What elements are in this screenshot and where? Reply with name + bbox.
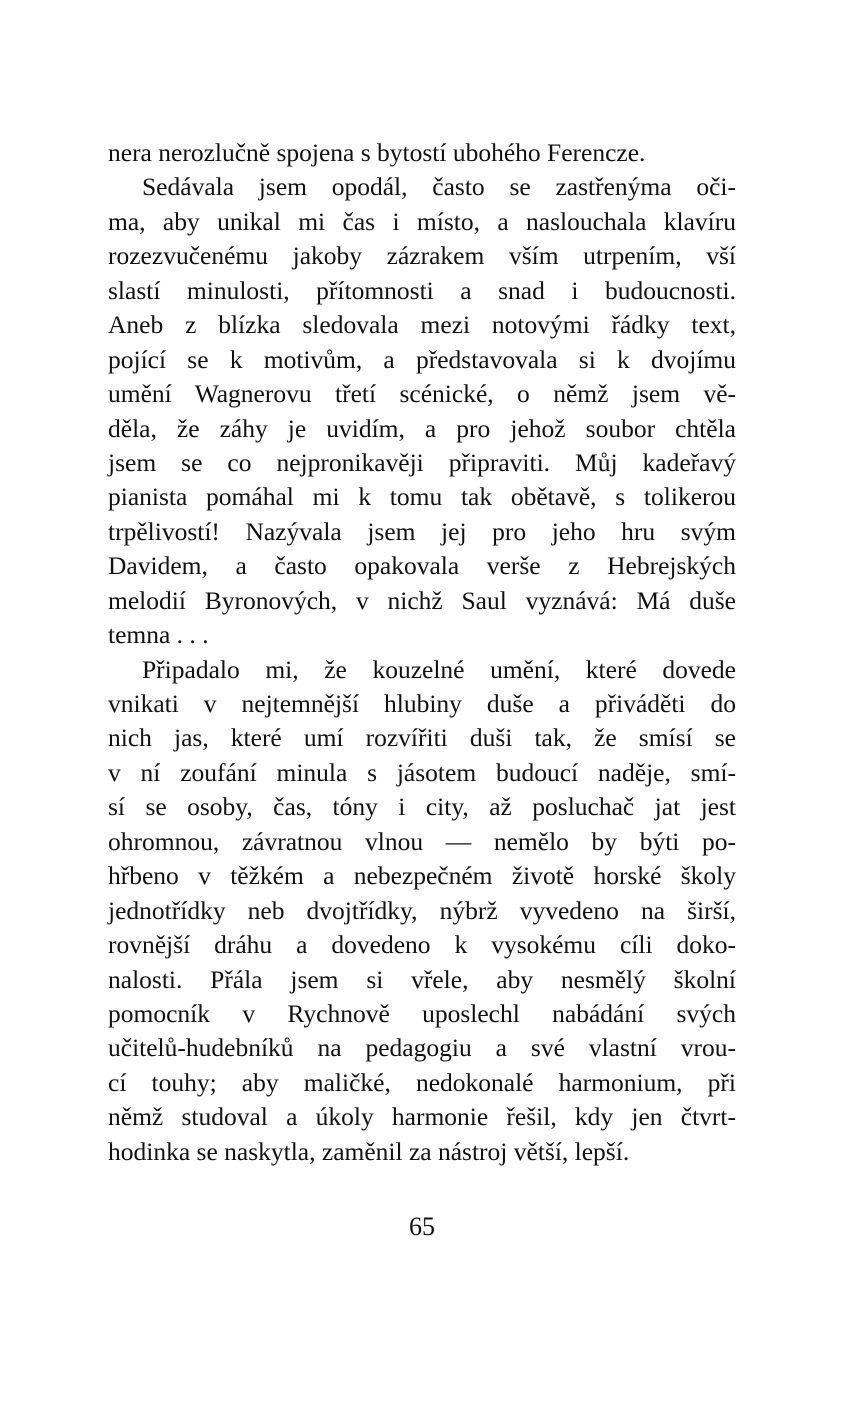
- text-line: hodinka se naskytla, zaměnil za nástroj větší, lepší.: [108, 1136, 630, 1166]
- text-line: nalosti. Přála jsem si vřele, aby nesmělý školní: [108, 964, 736, 994]
- text-line: slastí minulosti, přítomnosti a snad i budoucnosti.: [108, 275, 736, 305]
- text-line: sí se osoby, čas, tóny i city, až posluchač jat jest: [108, 792, 736, 822]
- text-line: Sedávala jsem opodál, často se zastřenýma oči-: [142, 172, 736, 202]
- text-line: jsem se co nejpronikavěji připraviti. Můj kadeřavý: [108, 447, 736, 477]
- text-line: trpělivostí! Nazývala jsem jej pro jeho hru svým: [108, 516, 736, 546]
- text-line: ohromnou, závratnou vlnou — nemělo by býti po-: [108, 826, 736, 856]
- text-line: temna . . .: [108, 620, 209, 650]
- text-line: jednotřídky neb dvojtřídky, nýbrž vyvedeno na širší,: [108, 895, 736, 925]
- page-number: 65: [409, 1212, 435, 1241]
- text-line: cí touhy; aby maličké, nedokonalé harmonium, při: [108, 1067, 736, 1097]
- body-text: [108, 136, 736, 1169]
- text-line: pojící se k motivům, a představovala si k dvojímu: [108, 344, 736, 374]
- text-line: Aneb z blízka sledovala mezi notovými řádky text,: [108, 310, 736, 340]
- text-line: v ní zoufání minula s jásotem budoucí naděje, smí-: [108, 757, 736, 787]
- text-line: rozezvučenému jakoby zázrakem vším utrpením, vší: [108, 241, 736, 271]
- text-line: Davidem, a často opakovala verše z Hebrejských: [108, 551, 736, 581]
- text-line: děla, že záhy je uvidím, a pro jehož soubor chtěla: [108, 413, 736, 443]
- text-line: rovnější dráhu a dovedeno k vysokému cíli doko-: [108, 930, 736, 960]
- text-line: pomocník v Rychnově uposlechl nabádání svých: [108, 998, 736, 1028]
- text-line: nich jas, které umí rozvířiti duši tak, že smísí se: [108, 723, 736, 753]
- text-line: melodií Byronových, v nichž Saul vyznává: Má duše: [108, 585, 736, 615]
- text-line: ma, aby unikal mi čas i místo, a naslouchala klavíru: [108, 206, 736, 236]
- text-line: Připadalo mi, že kouzelné umění, které dovede: [142, 654, 736, 684]
- text-line: němž studoval a úkoly harmonie řešil, kdy jen čtvrt-: [108, 1102, 736, 1132]
- text-line: nera nerozlučně spojena s bytostí ubohého Ferencze.: [108, 138, 646, 167]
- text-line: umění Wagnerovu třetí scénické, o němž jsem vě-: [108, 379, 736, 409]
- text-line: vnikati v nejtemnější hlubiny duše a přiváděti do: [108, 689, 736, 718]
- text-line: hřbeno v těžkém a nebezpečném životě horské školy: [108, 861, 736, 891]
- text-line: učitelů-hudebníků na pedagogiu a své vlastní vrou-: [108, 1033, 736, 1063]
- text-line: pianista pomáhal mi k tomu tak obětavě, s tolikerou: [108, 482, 736, 512]
